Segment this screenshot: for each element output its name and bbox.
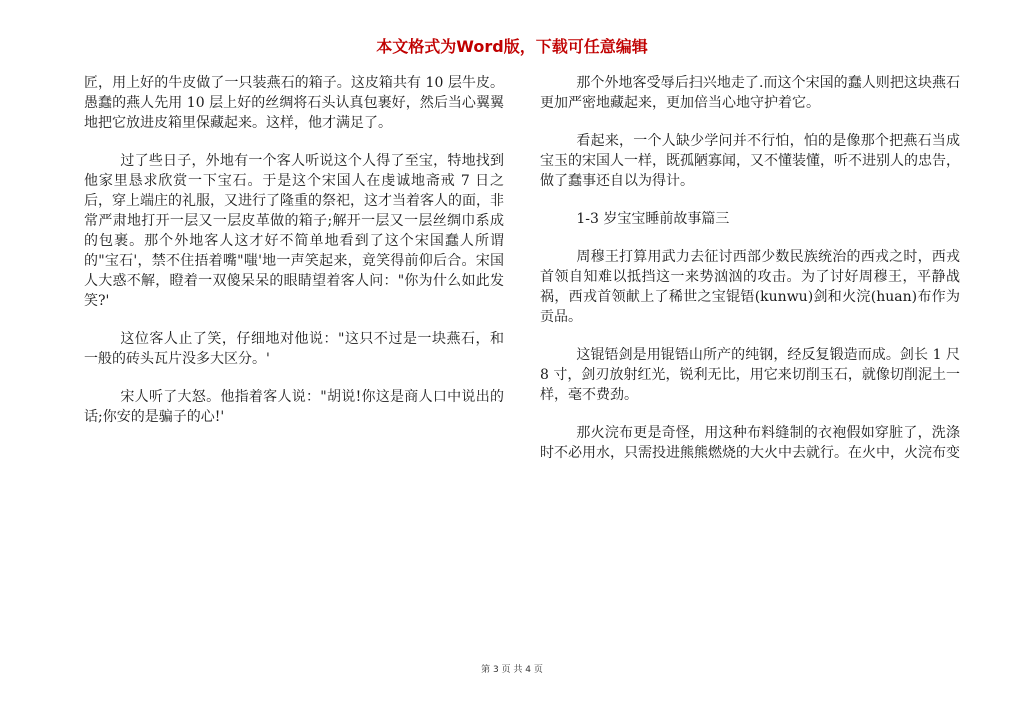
paragraph: 匠，用上好的牛皮做了一只装燕石的箱子。这皮箱共有 10 层牛皮。愚蠢的燕人先用 10 层上好的丝绸将石头认真包裹好，然后当心翼翼地把它放进皮箱里保藏起来。这样，他才满足了。 <box>84 75 504 131</box>
paragraph: 这位客人止了笑，仔细地对他说："这只不过是一块燕石，和一般的砖头瓦片没多大区分。' <box>84 331 504 367</box>
section-heading: 1-3 岁宝宝睡前故事篇三 <box>576 211 730 227</box>
left-column <box>84 73 504 445</box>
page-number: 第 3 页 共 4 页 <box>481 665 543 675</box>
paragraph: 看起来，一个人缺少学问并不行怕，怕的是像那个把燕石当成宝玉的宋国人一样，既孤陋寡闻，又不懂装懂，听不进别人的忠告，做了蠢事还自以为得计。 <box>540 133 960 189</box>
paragraph: 这锟铻剑是用锟铻山所产的纯钢，经反复锻造而成。剑长 1 尺 8 寸，剑刃放射红光，锐利无比，用它来切削玉石，就像切削泥土一样，毫不费劲。 <box>540 347 960 403</box>
paragraph: 过了些日子，外地有一个客人听说这个人得了至宝，特地找到他家里恳求欣赏一下宝石。于是这个宋国人在虔诚地斋戒 7 日之后，穿上端庄的礼服，又进行了隆重的祭祀，这才当着客人的面，非常严肃地打开一层又一层皮革做的箱子;解开一层又一层丝绸巾系成的包裹。那个外地客人这才好不简单地看到了这个宋国蠢人所谓的"宝石'，禁不住捂着嘴"嗤'地一声笑起来，竟笑得前仰后合。宋国人大惑不解，瞪着一双傻呆呆的眼睛望着客人问："你为什么如此发笑?' <box>84 153 504 309</box>
paragraph: 宋人听了大怒。他指着客人说："胡说!你这是商人口中说出的话;你安的是骗子的心!' <box>84 389 504 425</box>
paragraph: 那个外地客受辱后扫兴地走了.而这个宋国的蠢人则把这块燕石更加严密地藏起来，更加倍当心地守护着它。 <box>540 75 960 111</box>
document-header-title: 本文格式为Word版，下载可任意编辑 <box>376 37 648 56</box>
paragraph: 周穆王打算用武力去征讨西部少数民族统治的西戎之时，西戎首领自知难以抵挡这一来势汹汹的攻击。为了讨好周穆王，平静战祸，西戎首领献上了稀世之宝锟铻(kunwu)剑和火浣(huan)布作为贡品。 <box>540 249 960 325</box>
right-column <box>540 73 960 481</box>
paragraph: 那火浣布更是奇怪，用这种布料缝制的衣袍假如穿脏了，洗涤时不必用水，只需投进熊熊燃烧的大火中去就行。在火中，火浣布变 <box>540 425 960 461</box>
